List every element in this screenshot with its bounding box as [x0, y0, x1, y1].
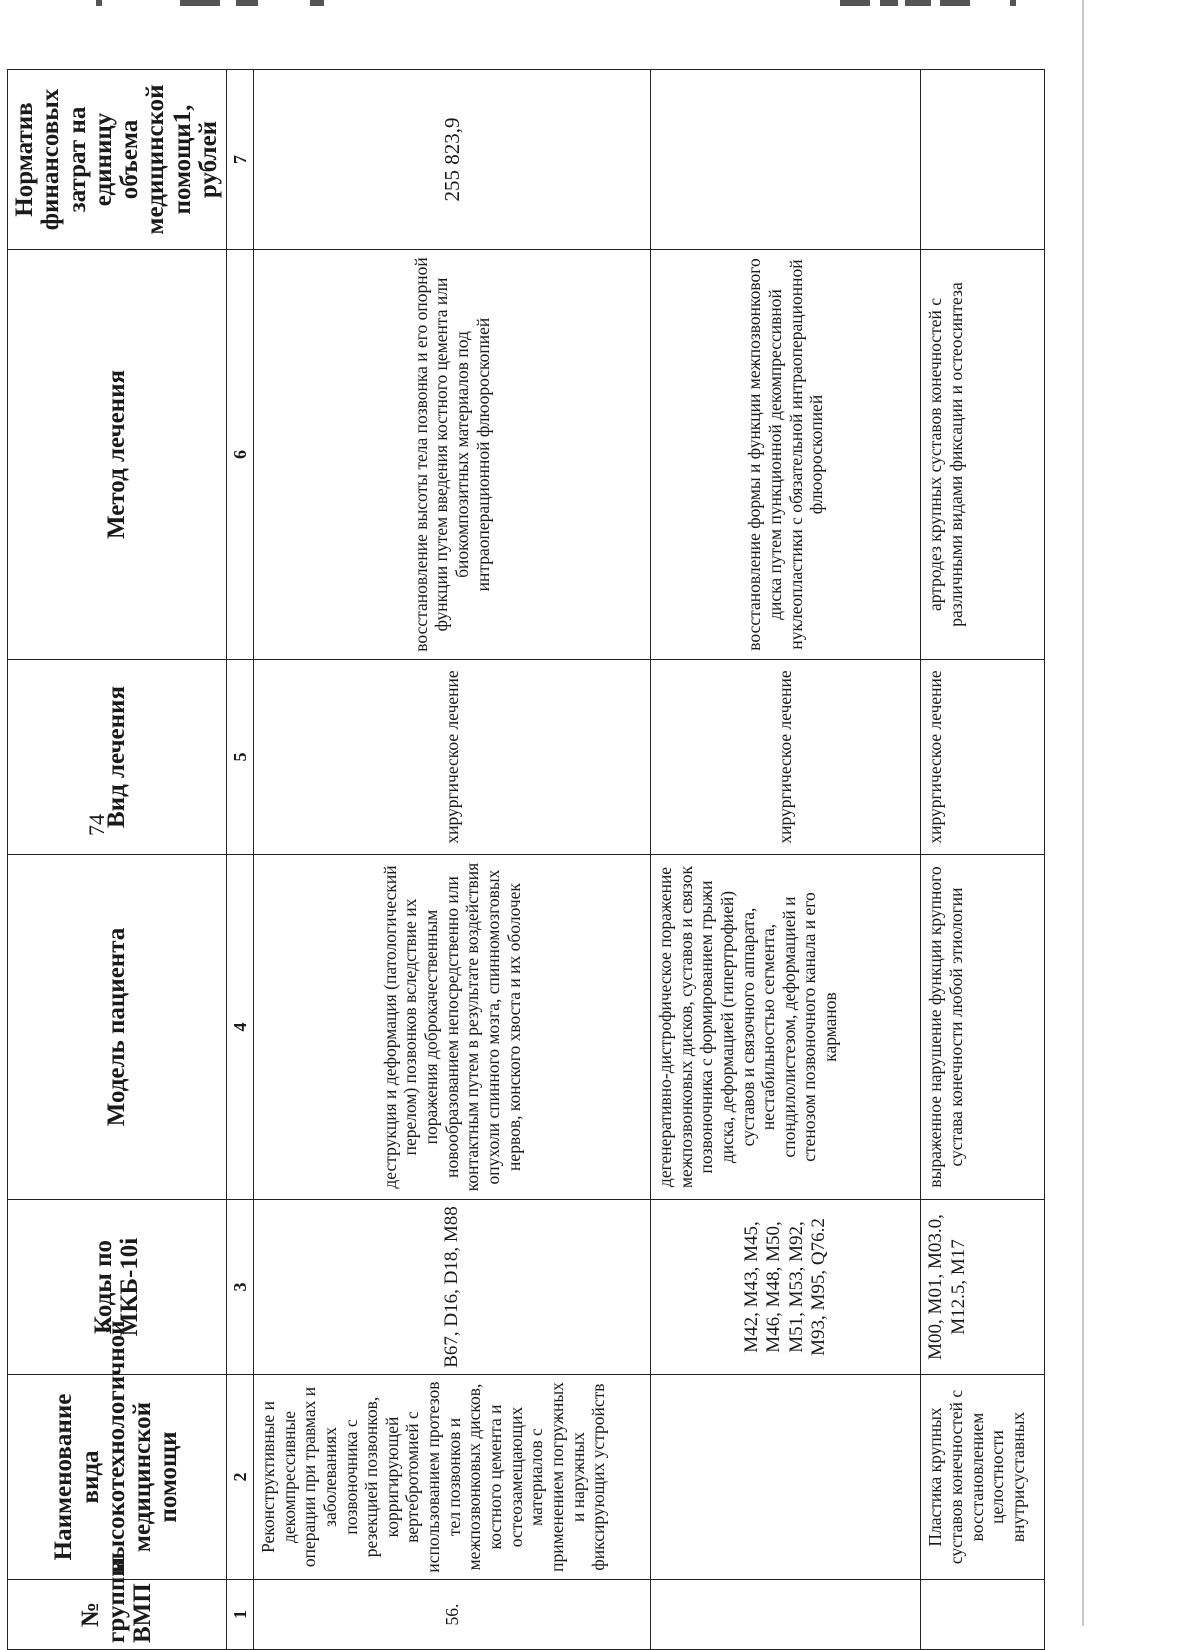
column-number: 4 — [227, 855, 254, 1200]
column-number: 6 — [227, 250, 254, 660]
cell-norm — [650, 70, 920, 250]
header-codes: Коды по МКБ-10i — [8, 1200, 227, 1375]
cell-type: хирургическое лечение — [650, 660, 920, 855]
treatment-table — [7, 69, 1045, 1650]
cell-codes: M00, M01, M03.0, M12.5, M17 — [921, 1200, 1045, 1375]
header-norm: Норматив финансовых затрат на единицу объема медицинской помощи1, рублей — [8, 70, 227, 250]
header-method: Метод лечения — [8, 250, 227, 660]
cell-norm: 255 823,9 — [254, 70, 651, 250]
column-number: 3 — [227, 1200, 254, 1375]
scan-edge — [1082, 0, 1084, 1626]
header-row — [8, 70, 227, 1650]
cell-group — [650, 1580, 920, 1650]
column-number: 2 — [227, 1375, 254, 1580]
cell-name — [650, 1375, 920, 1580]
column-number-row — [227, 70, 254, 1650]
column-number: 7 — [227, 70, 254, 250]
cell-model: дегенеративно-дистрофическое поражение межпозвонковых дисков, суставов и связок позвоночника с формированием грыжи диска, деформацией (гипертрофией) суставов и связочного аппарата, нестабильностью сегмента, спондилолистезом, деформацией и стенозом позвоночного канала и его карманов — [650, 855, 920, 1200]
cell-codes: B67, D16, D18, M88 — [254, 1200, 651, 1375]
table-row — [921, 70, 1045, 1650]
cell-type: хирургическое лечение — [254, 660, 651, 855]
cell-name: Пластика крупных суставов конечностей с восстановлением целостности внутрисуставных — [921, 1375, 1045, 1580]
cell-norm — [921, 70, 1045, 250]
cell-method: артродез крупных суставов конечностей с различными видами фиксации и остеосинтеза — [921, 250, 1045, 660]
cell-type: хирургическое лечение — [921, 660, 1045, 855]
page-number: 74 — [84, 814, 109, 836]
cell-codes: M42, M43, M45, M46, M48, M50, M51, M53, M92, M93, M95, Q76.2 — [650, 1200, 920, 1375]
table-row — [650, 70, 920, 1650]
header-type: Вид лечения — [8, 660, 227, 855]
scan-artifacts — [0, 0, 1082, 18]
column-number: 5 — [227, 660, 254, 855]
column-number: 1 — [227, 1580, 254, 1650]
cell-method: восстановление высоты тела позвонка и его опорной функции путем введения костного цемента или биокомпозитных материалов под интраоперационной флюороскопией — [254, 250, 651, 660]
cell-group: 56. — [254, 1580, 651, 1650]
cell-model: выраженное нарушение функции крупного сустава конечности любой этиологии — [921, 855, 1045, 1200]
header-name: Наименование вида высокотехнологичной медицинской помощи — [8, 1375, 227, 1580]
cell-method: восстановление формы и функции межпозвонкового диска путем пункционной декомпрессивной нуклеопластики с обязательной интраоперационной флюороскопией — [650, 250, 920, 660]
header-model: Модель пациента — [8, 855, 227, 1200]
table-container — [7, 70, 1045, 1650]
cell-model: деструкция и деформация (патологический перелом) позвонков вследствие их поражения доброкачественным новообразованием непосредственно или контактным путем в результате воздействия опухоли спинного мозга, спинномозговых нервов, конского хвоста и их оболочек — [254, 855, 651, 1200]
cell-group — [921, 1580, 1045, 1650]
table-row — [254, 70, 651, 1650]
cell-name: Реконструктивные и декомпрессивные операции при травмах и заболеваниях позвоночника с резекцией позвонков, корригирующей вертебротомией с использованием протезов тел позвонков и межпозвонковых дисков, костного цемента и остеозамещающих материалов с применением погружных и наружных фиксирующих устройств — [254, 1375, 651, 1580]
header-group: № группы ВМП — [8, 1580, 227, 1650]
